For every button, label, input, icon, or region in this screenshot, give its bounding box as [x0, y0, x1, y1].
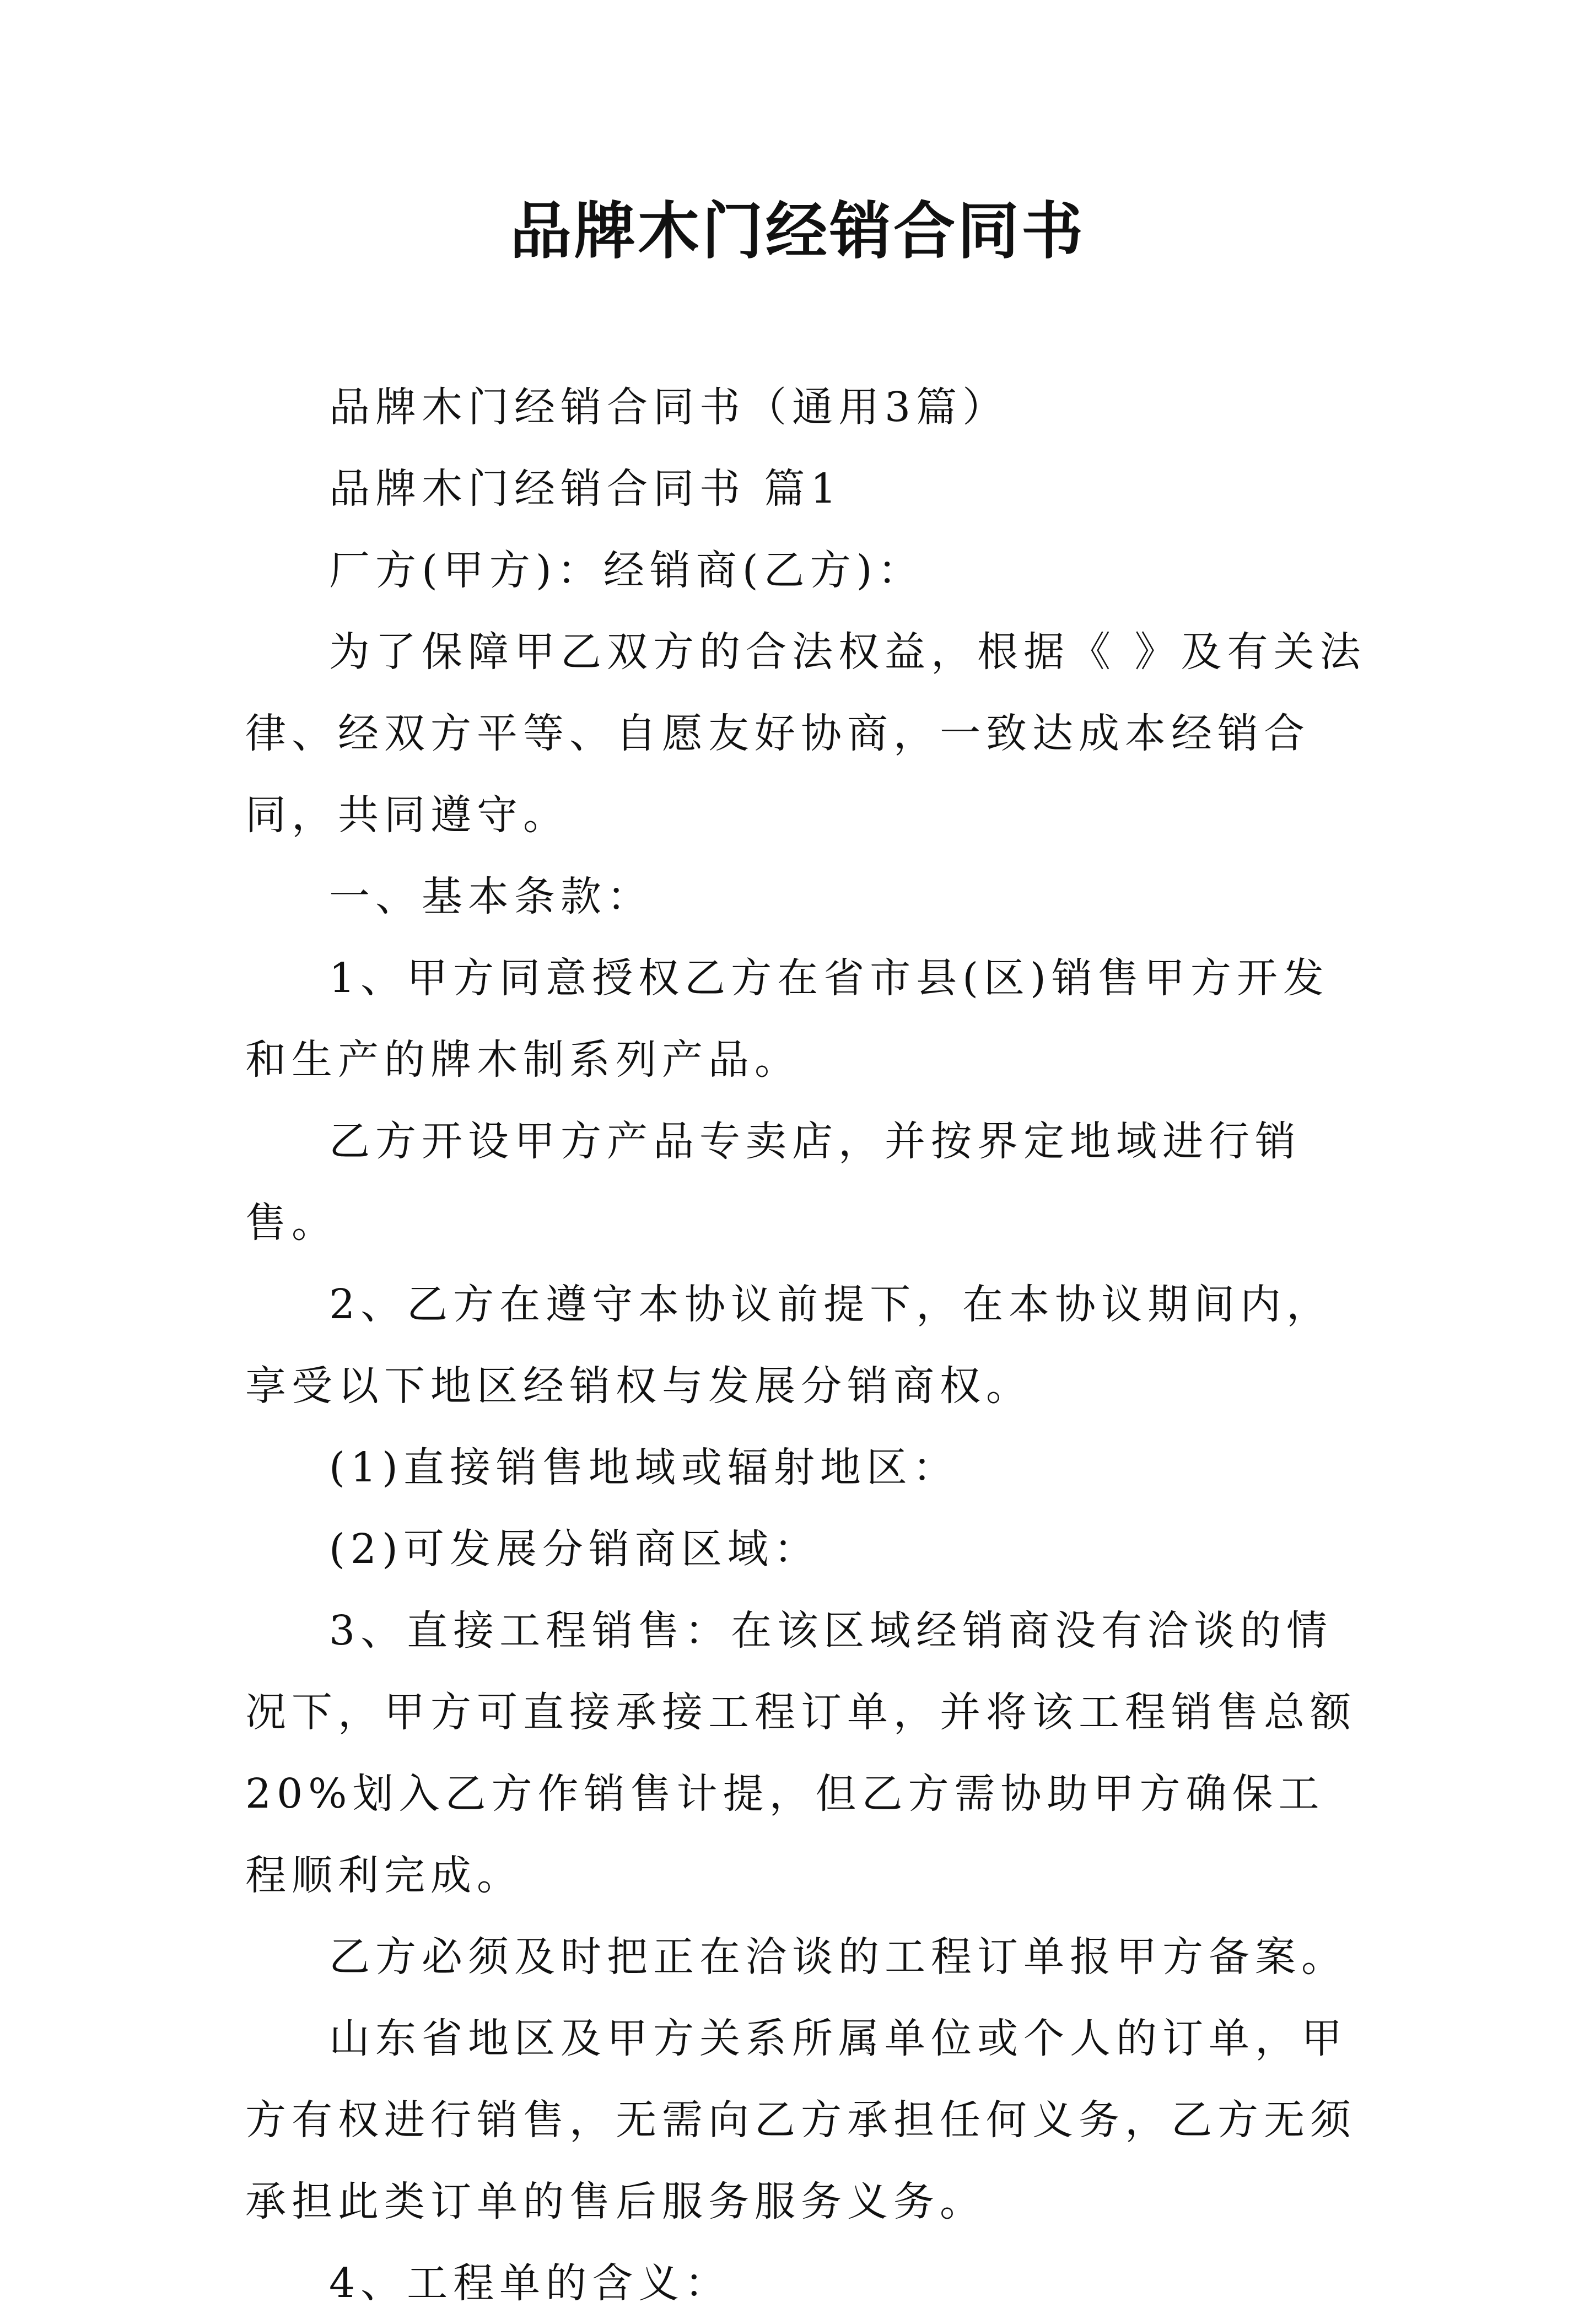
paragraph-clause-2-item-2: (2)可发展分销商区域： — [329, 1525, 820, 1573]
paragraph-preamble: 为了保障甲乙双方的合法权益，根据《 》及有关法律、经双方平等、自愿友好协商，一致达成本经销合同，共同遵守。 — [245, 628, 1366, 839]
paragraph-clause-3: 3、直接工程销售：在该区域经销商没有洽谈的情况下，甲方可直接承接工程订单，并将该工程销售总额20%划入乙方作销售计提，但乙方需协助甲方确保工程顺利完成。 — [245, 1607, 1356, 1899]
paragraph-clause-2-item-1: (1)直接销售地域或辐射地区： — [329, 1444, 959, 1491]
paragraph-collection-title: 品牌木门经销合同书（通用3篇） — [329, 384, 1009, 431]
paragraph-clause-1-note: 乙方开设甲方产品专卖店，并按界定地域进行销售。 — [245, 1118, 1301, 1247]
paragraph-clause-3-note-2: 山东省地区及甲方关系所属单位或个人的订单，甲方有权进行销售，无需向乙方承担任何义务，乙方无须承担此类订单的售后服务服务义务。 — [245, 2015, 1356, 2225]
paragraph-clause-2: 2、乙方在遵守本协议前提下，在本协议期间内，享受以下地区经销权与发展分销商权。 — [245, 1281, 1333, 1410]
document-body — [245, 366, 1370, 2324]
paragraph-basic-terms-heading: 一、基本条款： — [329, 873, 653, 920]
paragraph-clause-1: 1、甲方同意授权乙方在省市县(区)销售甲方开发和生产的牌木制系列产品。 — [245, 955, 1329, 1083]
paragraph-parties: 厂方(甲方)：经销商(乙方)： — [329, 547, 924, 594]
paragraph-section-heading: 品牌木门经销合同书 篇1 — [329, 465, 842, 513]
paragraph-clause-4: 4、工程单的含义： — [329, 2260, 731, 2307]
document-title: 品牌木门经销合同书 — [510, 195, 1085, 267]
paragraph-clause-3-note-1: 乙方必须及时把正在洽谈的工程订单报甲方备案。 — [329, 1933, 1348, 1981]
